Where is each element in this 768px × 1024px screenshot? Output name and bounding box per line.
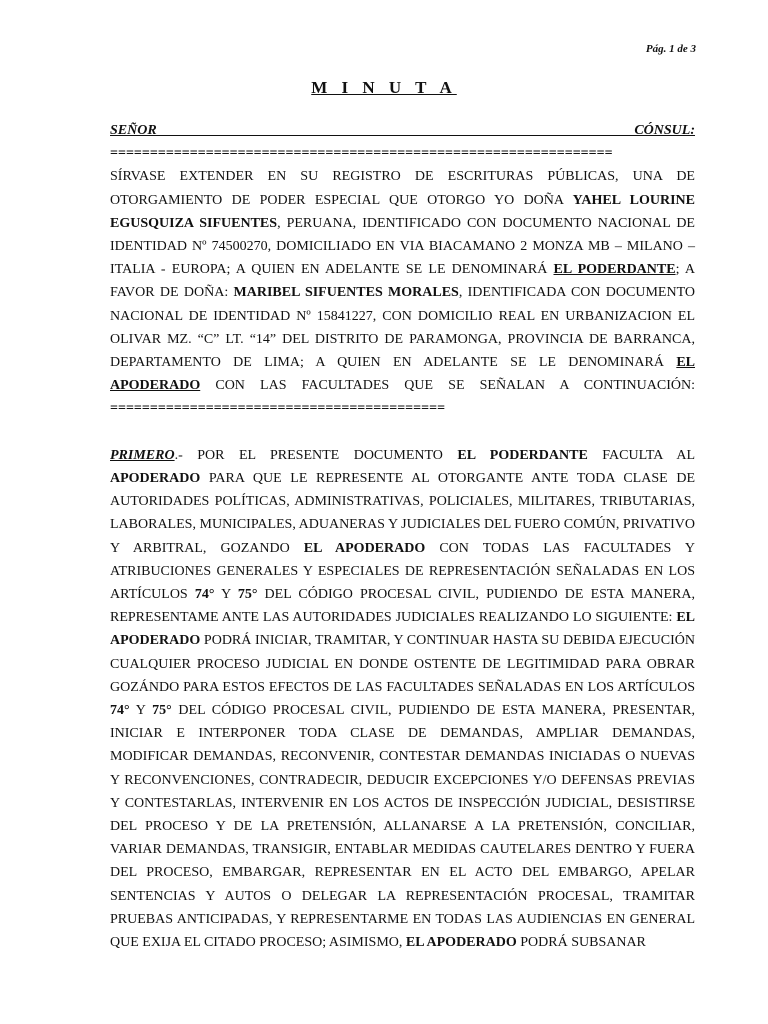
intro-rule: ========================================== [110, 401, 446, 417]
clause-text: DEL CÓDIGO PROCESAL CIVIL, PUDIENDO DE ESTA MANERA, REPRESENTAME ANTE LAS AUTORIDADES JUDICIALES REALIZANDO LO SIGUIENTE: [110, 587, 695, 626]
salutation [110, 119, 695, 165]
clause-bold: EL PODERDANTE [457, 447, 588, 463]
clause-bold: EL APODERADO [110, 610, 695, 649]
salutation-label: SEÑOR CÓNSUL: [110, 123, 695, 138]
clause-bold: 74° [194, 587, 215, 603]
page-number: Pág. 1 de 3 [645, 43, 696, 55]
document-body [110, 119, 695, 954]
intro-paragraph [110, 165, 695, 420]
clause-bold: EL APODERADO [303, 540, 426, 556]
clause-text: FACULTA AL [587, 447, 695, 463]
clause-bold: 75° [237, 587, 258, 603]
clause-bold: 74° [110, 703, 130, 719]
intro-text-2: , PERUANA, IDENTIFICADO CON DOCUMENTO NACIONAL DE IDENTIDAD Nº 74500270, DOMICILIADO EN VIA BIACAMANO 2 MONZA MB – MILANO – ITALIA - EUROPA; A QUIEN EN ADELANTE SE LE DENOMINARÁ [110, 215, 695, 278]
salutation-rule: =============================================================== [110, 146, 613, 162]
grantor-role: EL PODERDANTE [553, 262, 676, 278]
clause-text: Y [214, 587, 238, 603]
clause-bold: 75° [152, 703, 172, 719]
clause-text: CON TODAS LAS FACULTADES Y ATRIBUCIONES GENERALES Y ESPECIALES DE REPRESENTACIÓN SEÑALADAS EN LOS ARTÍCULOS [110, 540, 695, 603]
intro-text-4: , IDENTIFICADA CON DOCUMENTO NACIONAL DE IDENTIDAD Nº 15841227, CON DOMICILIO REAL EN URBANIZACION EL OLIVAR MZ. “C” LT. “14” DEL DISTRITO DE PARAMONGA, PROVINCIA DE BARRANCA, DEPARTAMENTO DE LIMA; A QUIEN EN ADELANTE SE LE DENOMINARÁ [110, 285, 695, 371]
clause-primero [110, 444, 695, 954]
clause-text: .- POR EL PRESENTE DOCUMENTO [174, 447, 458, 463]
intro-text-3: ; A FAVOR DE DOÑA: [110, 262, 695, 301]
clause-heading: PRIMERO [110, 447, 175, 463]
document-title: M I N U T A [311, 78, 457, 97]
clause-text: DEL CÓDIGO PROCESAL CIVIL, PUDIENDO DE ESTA MANERA, PRESENTAR, INICIAR E INTERPONER TODA CLASE DE DEMANDAS, AMPLIAR DEMANDAS, MODIFICAR DEMANDAS, RECONVENIR, CONTESTAR DEMANDAS INICIADAS O NUEVAS Y RECONVENCIONES, CONTRADECIR, DEDUCIR EXCEPCIONES Y/O DEFENSAS PREVIAS Y CONTESTARLAS, INTERVENIR EN LOS ACTOS DE INSPECCIÓN JUDICIAL, DESISTIRSE DEL PROCESO Y DE LA PRETENSIÓN, ALLANARSE A LA PRETENSIÓN, CONCILIAR, VARIAR DEMANDAS, TRANSIGIR, ENTABLAR MEDIDAS CAUTELARES DENTRO Y FUERA DEL PROCESO, EMBARGAR, REPRESENTAR EN EL ACTO DEL EMBARGO, APELAR SENTENCIAS Y AUTOS O DELEGAR LA REPRESENTACIÓN PROCESAL, TRAMITAR PRUEBAS ANTICIPADAS, Y REPRESENTARME EN TODAS LAS AUDIENCIAS EN GENERAL QUE EXIJA EL CITADO PROCESO; ASIMISMO, [110, 703, 695, 951]
clause-text: PODRÁ INICIAR, TRAMITAR, Y CONTINUAR HASTA SU DEBIDA EJECUCIÓN CUALQUIER PROCESO JUDICIAL EN DONDE OSTENTE DE LEGITIMIDAD PARA OBRAR GOZÁNDO PARA ESTOS EFECTOS DE LAS FACULTADES SEÑALADAS EN LOS ARTÍCULOS [110, 633, 695, 695]
clause-text: PARA QUE LE REPRESENTE AL OTORGANTE ANTE TODA CLASE DE AUTORIDADES POLÍTICAS, ADMINISTRATIVAS, POLICIALES, MILITARES, TRIBUTARIAS, LABORALES, MUNICIPALES, ADUANERAS Y JUDICIALES DEL FUERO COMÚN, PRIVATIVO Y ARBITRAL, GOZANDO [110, 471, 695, 556]
clause-text: Y [129, 703, 153, 719]
intro-text-1: SÍRVASE EXTENDER EN SU REGISTRO DE ESCRITURAS PÚBLICAS, UNA DE OTORGAMIENTO DE PODER ESPECIAL QUE OTORGO YO DOÑA [110, 169, 695, 208]
grantor-name: YAHEL LOURINE EGUSQUIZA SIFUENTES [110, 192, 696, 231]
intro-text-5: CON LAS FACULTADES QUE SE SEÑALAN A CONTINUACIÓN: [200, 378, 695, 394]
attorney-role: EL APODERADO [110, 355, 695, 394]
clause-text: PODRÁ SUBSANAR [516, 935, 646, 951]
attorney-name: MARIBEL SIFUENTES MORALES [233, 285, 459, 301]
clause-bold: EL APODERADO [405, 935, 517, 951]
clause-bold: APODERADO [110, 471, 201, 487]
